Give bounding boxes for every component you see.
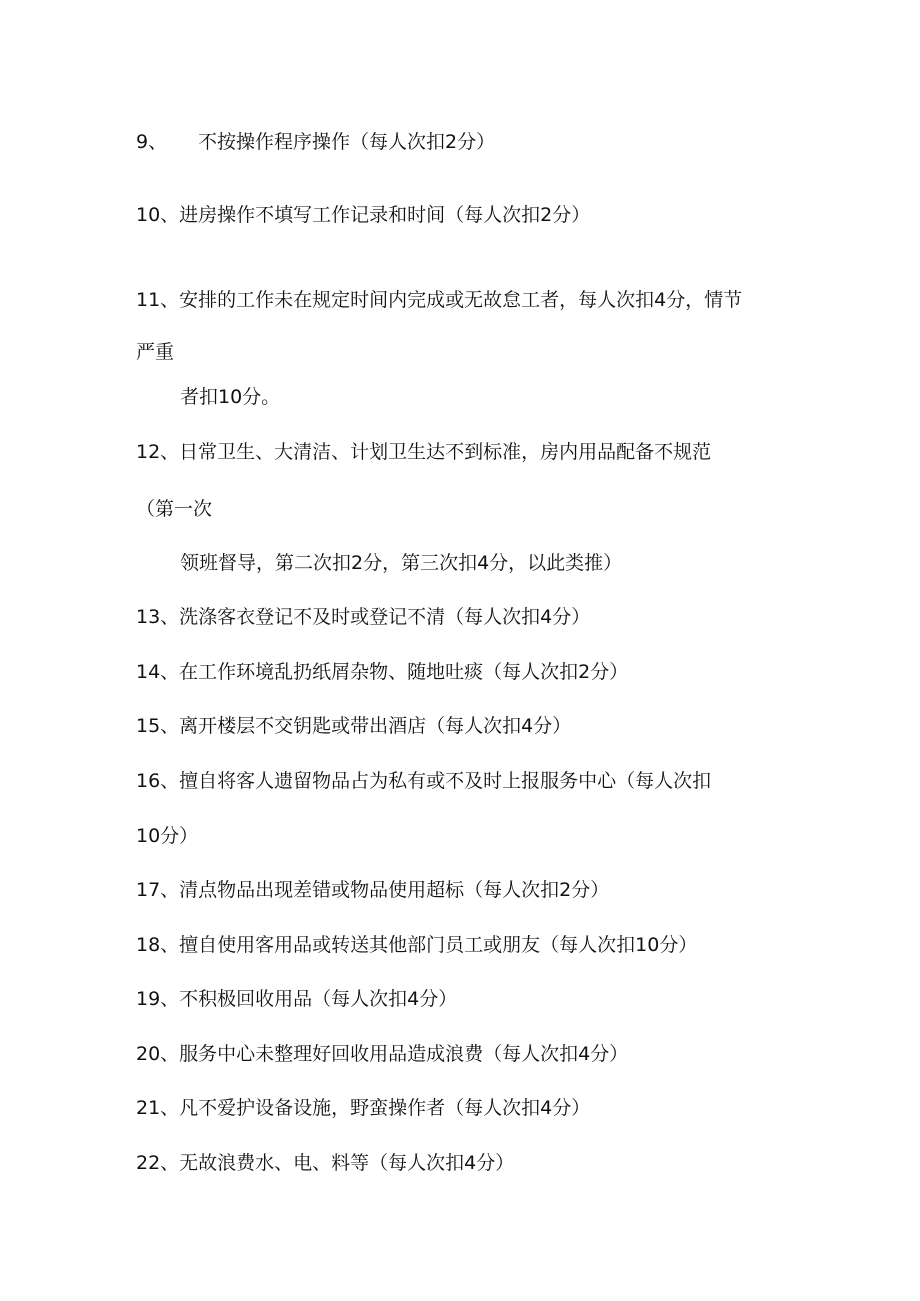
rule-item-14: 14、在工作环境乱扔纸屑杂物、随地吐痰（每人次扣2分） — [136, 661, 629, 683]
rule-item-19: 19、不积极回收用品（每人次扣4分） — [136, 988, 458, 1010]
rule-item-12-line-1: 12、日常卫生、大清洁、计划卫生达不到标准，房内用品配备不规范 — [136, 441, 712, 463]
rule-item-22: 22、无故浪费水、电、料等（每人次扣4分） — [136, 1152, 515, 1174]
rule-item-12-line-2: （第一次 — [136, 498, 213, 520]
rule-item-15: 15、离开楼层不交钥匙或带出酒店（每人次扣4分） — [136, 715, 572, 737]
rule-item-13: 13、洗涤客衣登记不及时或登记不清（每人次扣4分） — [136, 606, 591, 628]
rule-item-11-line-3: 者扣10分。 — [180, 386, 281, 408]
rule-item-11-line-1: 11、安排的工作未在规定时间内完成或无故怠工者，每人次扣4分，情节 — [136, 289, 743, 311]
rule-item-18: 18、擅自使用客用品或转送其他部门员工或朋友（每人次扣10分） — [136, 934, 698, 956]
rule-number-9: 9、 — [136, 131, 168, 153]
rule-item-21: 21、凡不爱护设备设施，野蛮操作者（每人次扣4分） — [136, 1097, 591, 1119]
rule-text-9: 不按操作程序操作（每人次扣2分） — [198, 131, 496, 153]
rule-item-20: 20、服务中心未整理好回收用品造成浪费（每人次扣4分） — [136, 1043, 629, 1065]
rule-item-9 — [136, 130, 495, 154]
rule-item-12-line-3: 领班督导，第二次扣2分，第三次扣4分，以此类推） — [180, 552, 623, 574]
rule-item-16-line-1: 16、擅自将客人遗留物品占为私有或不及时上报服务中心（每人次扣 — [136, 770, 712, 792]
rule-item-17: 17、清点物品出现差错或物品使用超标（每人次扣2分） — [136, 879, 610, 901]
rule-item-11-line-2: 严重 — [136, 341, 175, 363]
rule-item-10: 10、进房操作不填写工作记录和时间（每人次扣2分） — [136, 204, 591, 226]
rule-item-16-line-2: 10分） — [136, 825, 199, 847]
